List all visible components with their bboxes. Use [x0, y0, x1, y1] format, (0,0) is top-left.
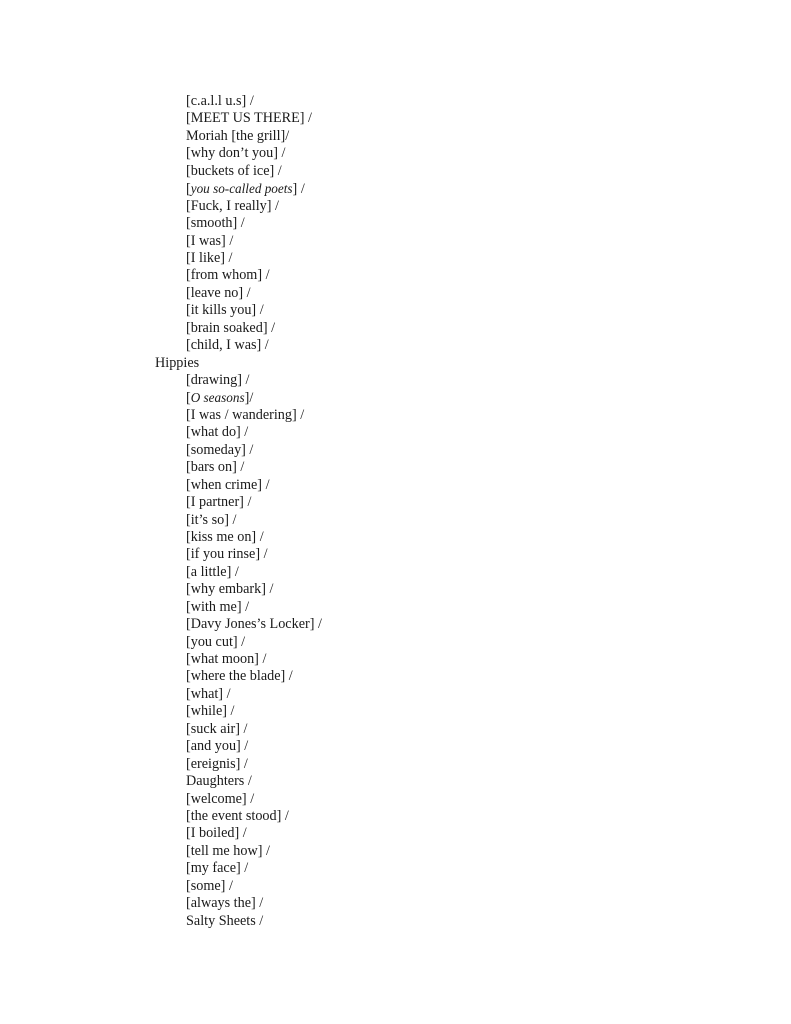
poem-line: [it’s so] /	[186, 511, 237, 528]
poem-line: [and you] /	[186, 738, 249, 755]
poem-line: [c.a.l.l u.s] /	[186, 93, 254, 109]
poem-line: [I was] /	[186, 232, 234, 249]
poem-line: [child, I was] /	[186, 337, 269, 354]
poem-line: [someday] /	[186, 441, 254, 458]
poem-line: [some] /	[186, 877, 233, 894]
poem-line: [if you rinse] /	[186, 546, 268, 563]
poem-line: [kiss me on] /	[186, 528, 264, 545]
poem-line: [drawing] /	[186, 372, 250, 388]
poem-line: [I like] /	[186, 249, 233, 266]
poem-line: [what moon] /	[186, 651, 267, 667]
poem-line: Daughters /	[186, 773, 252, 790]
poem-line: [I partner] /	[186, 494, 252, 511]
poem-line: [ereignis] /	[186, 755, 248, 772]
poem-line: [I was / wandering] /	[186, 406, 305, 423]
poem-line: [from whom] /	[186, 267, 270, 284]
poem-line: [what do] /	[186, 424, 249, 441]
poem-line: [welcome] /	[186, 790, 255, 807]
bracket-open: [	[186, 181, 191, 198]
poem-line: [a little] /	[186, 563, 239, 580]
poem-line: [Davy Jones’s Locker] /	[186, 616, 322, 633]
poem-line: [tell me how] /	[186, 842, 270, 859]
poem-line: [you cut] /	[186, 633, 246, 650]
poem-line: Salty Sheets /	[186, 912, 264, 929]
poem-line: [my face] /	[186, 860, 249, 877]
poem-line: [why don’t you] /	[186, 145, 286, 162]
poem-line	[155, 389, 322, 406]
poem-line: [with me] /	[186, 598, 250, 615]
poem-line: [leave no] /	[186, 284, 251, 301]
poem-line: [MEET US THERE] /	[186, 110, 312, 127]
poem-line: [what] /	[186, 685, 231, 702]
poem-line: [where the blade] /	[186, 668, 293, 685]
italic-phrase: O seasons	[190, 390, 245, 406]
bracket-close: ] /	[292, 181, 305, 198]
poem-line: [always the] /	[186, 895, 264, 912]
poem-line: [brain soaked] /	[186, 319, 276, 336]
section-heading: Hippies	[155, 354, 200, 371]
poem-line: [while] /	[186, 703, 235, 720]
poem-line: [when crime] /	[186, 476, 270, 493]
poem-line: [it kills you] /	[186, 302, 264, 319]
poem-line: [the event stood] /	[186, 807, 289, 824]
italic-phrase: you so-called poets	[190, 181, 293, 197]
poem-line: Moriah [the grill]/	[186, 127, 290, 144]
bracket-open: [	[186, 390, 191, 407]
poem-line	[155, 180, 322, 197]
poem-line: [buckets of ice] /	[186, 162, 282, 179]
poem-line: [Fuck, I really] /	[186, 197, 279, 214]
poem-line: [bars on] /	[186, 459, 245, 476]
poem-line: [suck air] /	[186, 720, 248, 737]
bracket-close: ]/	[244, 390, 254, 407]
poem-line-list	[155, 93, 322, 930]
poem-line: [why embark] /	[186, 581, 274, 598]
poem-line: [smooth] /	[186, 215, 245, 232]
poem-line: [I boiled] /	[186, 825, 247, 842]
